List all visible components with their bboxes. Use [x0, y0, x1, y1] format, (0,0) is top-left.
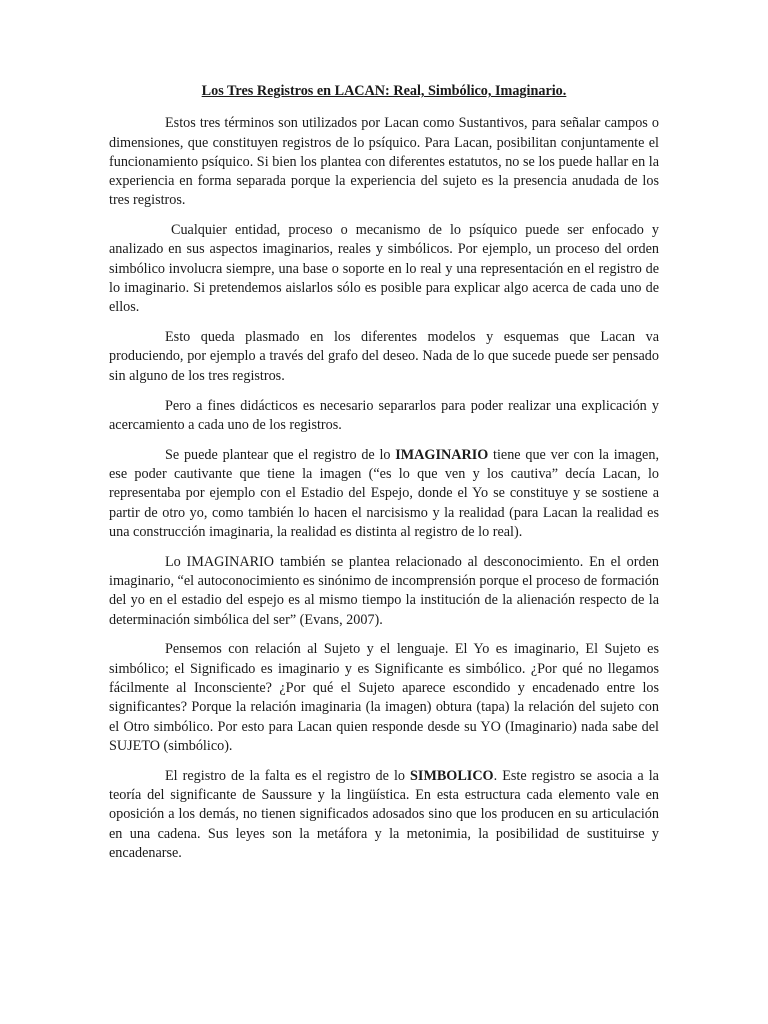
- document-page: [109, 82, 659, 874]
- paragraph-6: Lo IMAGINARIO también se plantea relacionado al desconocimiento. En el orden imaginario, “el autoconocimiento es sinónimo de incomprensión porque el proceso de formación del yo en el estadio del espejo es al mismo tiempo la institución de la alienación respecto de la determinación simbólica del ser” (Evans, 2007).: [109, 553, 660, 628]
- document-title: Los Tres Registros en LACAN: Real, Simbólico, Imaginario.: [201, 83, 567, 99]
- simbolico-term: SIMBOLICO: [410, 767, 494, 784]
- paragraph-2: Cualquier entidad, proceso o mecanismo de lo psíquico puede ser enfocado y analizado en sus aspectos imaginarios, reales y simbólicos. Por ejemplo, un proceso del orden simbólico involucra siempre, una base o soporte en lo real y una representación en el registro de lo imaginario. Si pretendemos aislarlos sólo es posible para explicar algo acerca de cada uno de ellos.: [109, 222, 659, 316]
- paragraph-3: Esto queda plasmado en los diferentes modelos y esquemas que Lacan va produciendo, por ejemplo a través del grafo del deseo. Nada de lo que sucede puede ser pensado sin alguno de los tres registros.: [109, 329, 659, 384]
- paragraph-7: Pensemos con relación al Sujeto y el lenguaje. El Yo es imaginario, El Sujeto es simbólico; el Significado es imaginario y es Significante es simbólico. ¿Por qué no llegamos fácilmente al Inconsciente? ¿Por qué el Sujeto aparece escondido y encadenado entre los significantes? Porque la relación imaginaria (la imagen) obtura (tapa) la relación del sujeto con el Otro simbólico. Por esto para Lacan quien responde desde su YO (Imaginario) nada sabe del SUJETO (simbólico).: [109, 641, 659, 754]
- paragraph-1: Estos tres términos son utilizados por Lacan como Sustantivos, para señalar campos o dimensiones, que constituyen registros de lo psíquico. Para Lacan, posibilitan conjuntamente el funcionamiento psíquico. Si bien los plantea con diferentes estatutos, no se los puede hallar en la experiencia en forma separada porque la experiencia del sujeto es la presencia anudada de los tres registros.: [109, 115, 659, 209]
- paragraph-8-text-a: El registro de la falta es el registro de lo: [165, 767, 411, 784]
- imaginario-term: IMAGINARIO: [395, 446, 489, 463]
- paragraph-8-text-b: . Este registro se asocia a la teoría del significante de Saussure y la lingüística. En esta estructura cada elemento vale en oposición a los demás, no tienen significados adosados sino que los producen en su articulación en una cadena. Sus leyes son la metáfora y la metonimia, la posibilidad de sustituirse y encadenarse.: [109, 767, 659, 861]
- paragraph-5-text-a: Se puede plantear que el registro de lo: [165, 446, 396, 463]
- paragraph-4: Pero a fines didácticos es necesario separarlos para poder realizar una explicación y acercamiento a cada uno de los registros.: [109, 397, 659, 433]
- paragraph-5-text-b: tiene que ver con la imagen, ese poder cautivante que tiene la imagen (“es lo que ven y los cautiva” decía Lacan, lo representaba por ejemplo con el Estadio del Espejo, donde el Yo se constituye y se sostiene a partir de otro yo, como también lo hacen el narcisismo y la realidad (para Lacan la realidad es una construcción imaginaria, la realidad es distinta al registro de lo real).: [109, 446, 659, 540]
- paragraph-5: [109, 446, 659, 542]
- paragraph-8: [109, 767, 659, 863]
